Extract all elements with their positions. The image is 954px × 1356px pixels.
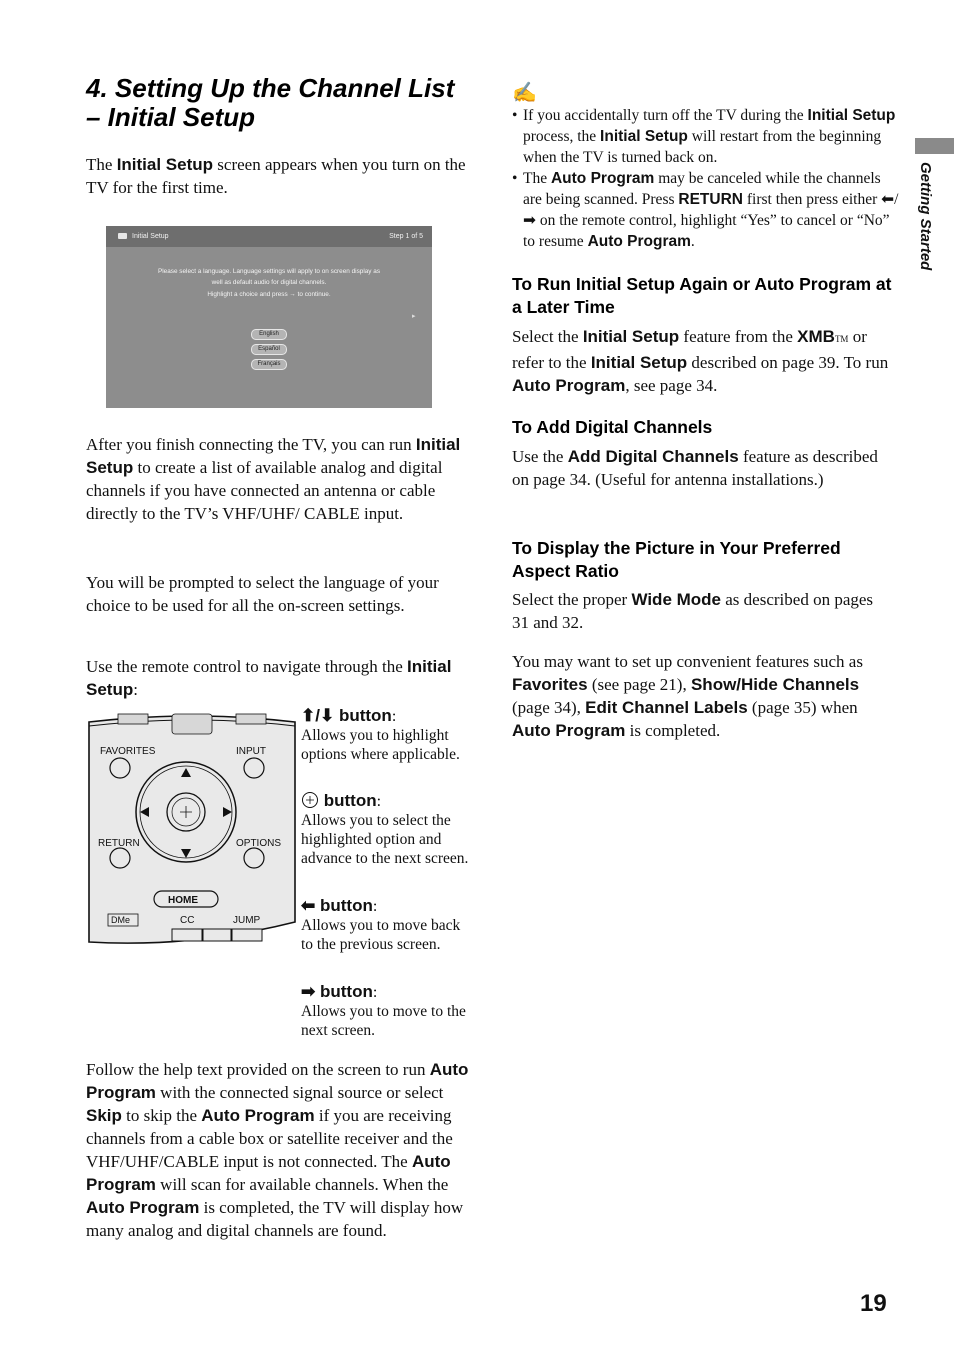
note-item: • If you accidentally turn off the TV during the Initial Setup process, the Initial Setup will restart from the beginning when the TV is turned back on. — [512, 105, 900, 168]
page-title — [86, 74, 486, 132]
toolbox-icon — [118, 233, 127, 239]
remote-label-input: INPUT — [236, 746, 266, 757]
left-button-description: ⬅ button: Allows you to move back to the previous screen. — [301, 896, 461, 953]
remote-label-dme: DMe — [111, 915, 131, 925]
section-body-add: Use the Add Digital Channels feature as described on page 34. (Useful for antenna installations.) — [512, 447, 878, 489]
up-down-arrows-icon: ⬆/⬇ — [301, 706, 335, 725]
favorites-button[interactable] — [110, 758, 130, 778]
remote-control-illustration — [86, 712, 298, 948]
remote-label-favorites: FAVORITES — [100, 746, 156, 757]
title-line-1: 4. Setting Up the Channel List — [86, 73, 455, 103]
tv-message: Please select a language. Language settings will apply to on screen display as well as default audio for digital channels. Highlight a choice and press → to continue. — [157, 268, 381, 298]
section-body-aspect: Select the proper Wide Mode as described on pages 31 and 32. — [512, 590, 874, 632]
right-button-description: ➡ button: Allows you to move to the next screen. — [301, 982, 466, 1039]
remote-label-return: RETURN — [98, 838, 140, 849]
note-pencil-icon: ✍ — [512, 82, 537, 104]
remote-label-home: HOME — [168, 895, 198, 906]
tv-screen-illustration — [106, 226, 432, 408]
option-english[interactable]: English — [251, 329, 287, 340]
section-body-more: You may want to set up convenient features such as Favorites (see page 21), Show/Hide Channels (page 34), Edit Channel Labels (page 35) when Auto Program is completed. — [512, 652, 863, 740]
notes-list — [512, 105, 900, 252]
option-francais[interactable]: Français — [251, 359, 287, 370]
connect-paragraph: After you finish connecting the TV, you can run Initial Setup to create a list of available analog and digital channels if you have connected an antenna or cable directly to the TV’s VHF/UHF/ CABLE input. — [86, 435, 461, 523]
left-arrow-icon: ⬅ — [301, 896, 316, 915]
note-item: • The Auto Program may be canceled while the channels are being scanned. Press RETURN first then press either ⬅/➡ on the remote control, highlight “Yes” to cancel or “No” to resume Auto Program. — [512, 168, 900, 252]
next-arrow-icon: ▸ — [412, 312, 416, 320]
updown-button-description: ⬆/⬇ button: Allows you to highlight options where applicable. — [301, 706, 460, 763]
right-arrow-icon: ➡ — [301, 982, 316, 1001]
tv-title-bar — [106, 226, 432, 247]
option-espanol[interactable]: Español — [251, 344, 287, 355]
options-button[interactable] — [244, 848, 264, 868]
section-heading-aspect: To Display the Picture in Your Preferred Aspect Ratio — [512, 538, 841, 581]
remote-intro-paragraph: Use the remote control to navigate through the Initial Setup: — [86, 657, 452, 699]
input-button[interactable] — [244, 758, 264, 778]
remote-label-cc: CC — [180, 915, 195, 926]
section-heading-run: To Run Initial Setup Again or Auto Program at a Later Time — [512, 274, 892, 317]
side-tab-label: Getting Started — [917, 162, 934, 271]
remote-label-jump: JUMP — [233, 915, 261, 926]
tv-title: Initial Setup — [132, 233, 169, 240]
remote-label-options: OPTIONS — [236, 838, 282, 849]
cc-button[interactable] — [172, 929, 202, 941]
select-button-description: button: Allows you to select the highlighted option and advance to the next screen. — [301, 791, 469, 867]
return-button[interactable] — [110, 848, 130, 868]
page-number: 19 — [860, 1290, 887, 1317]
section-body-run: Select the Initial Setup feature from the XMBTM or refer to the Initial Setup described on page 39. To run Auto Program, see page 34. — [512, 327, 889, 395]
intro-paragraph: The Initial Setup screen appears when you turn on the TV for the first time. — [86, 155, 466, 197]
follow-paragraph: Follow the help text provided on the screen to run Auto Program with the connected signal source or select Skip to skip the Auto Program if you are receiving channels from a cable box or satellite receiver and the VHF/UHF/CABLE input is not connected. The Auto Program will scan for available channels. When the Auto Program is completed, the TV will display how many analog and digital channels are found. — [86, 1060, 469, 1240]
language-paragraph: You will be prompted to select the language of your choice to be used for all the on-screen settings. — [86, 573, 439, 615]
title-line-2: – Initial Setup — [86, 102, 256, 132]
side-tab-marker — [915, 138, 954, 154]
select-circle-icon — [301, 791, 319, 809]
section-heading-add: To Add Digital Channels — [512, 417, 713, 437]
tv-step: Step 1 of 5 — [389, 233, 423, 240]
jump-button[interactable] — [232, 929, 262, 941]
